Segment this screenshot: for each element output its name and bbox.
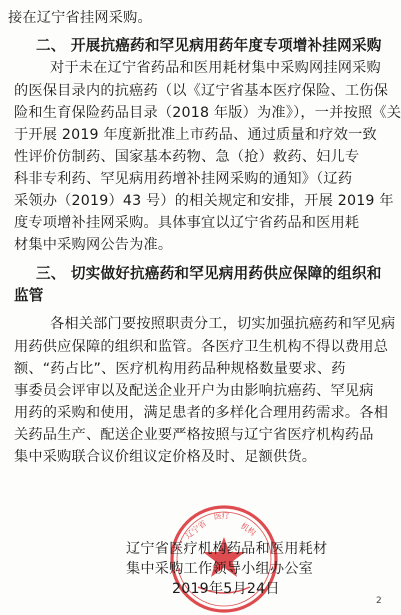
signature-org-line1: 辽宁省医疗机构药品和医用耗材: [126, 541, 328, 557]
body-text-line: 材集中采购网公告为准。: [14, 237, 173, 253]
svg-text:医疗: 医疗: [213, 510, 231, 521]
page-number: 2: [376, 596, 382, 606]
body-text-line: 集中采购联合议价组议定价格及时、足额供货。: [14, 449, 317, 465]
signature-date: 2019年5月24日: [172, 581, 280, 597]
body-text-line: 关药品生产、配送企业要严格按照与辽宁省医疗机构药品: [14, 427, 374, 443]
section-heading-line: 三、 切实做好抗癌药和罕见病用药供应保障的组织和: [36, 265, 382, 282]
body-text-line: 采领办（2019）43 号）的相关规定和安排，开展 2019 年: [14, 193, 394, 209]
body-text-line: 用药供应保障的组织和监管。各医疗卫生机构不得以费用总: [14, 339, 389, 355]
body-text-line: 接在辽宁省挂网采购。: [8, 10, 152, 26]
body-text-line: 各相关部门要按照职责分工，切实加强抗癌药和罕见病: [50, 316, 396, 332]
signature-org-line2: 集中采购工作领导小组办公室: [126, 561, 314, 577]
body-text-line: 科非专利药、罕见病用药增补挂网采购的通知》（辽药: [14, 171, 353, 187]
body-text-line: 性评价仿制药、国家基本药物、急（抢）救药、妇儿专: [14, 149, 360, 165]
body-text-line: 险和生育保险药品目录（2018 年版）为准》），一并按照《关: [14, 105, 401, 121]
body-text-line: 额、“药占比”、医疗机构用药品种规格数量要求、药: [14, 361, 346, 377]
body-text-line: 于开展 2019 年度新批准上市药品、通过质量和疗效一致: [14, 127, 377, 143]
body-text-line: 度专项增补挂网采购。具体事宜以辽宁省药品和医用耗: [14, 215, 360, 231]
svg-text:辽宁省: 辽宁省: [183, 518, 209, 541]
body-text-line: 的医保目录内的抗癌药（以《辽宁省基本医疗保险、工伤保: [14, 83, 389, 99]
section-heading-line: 二、 开展抗癌药和罕见病用药年度专项增补挂网采购: [36, 37, 382, 54]
body-text-line: 用药的采购和使用，满足患者的多样化合理用药需求。各相: [14, 405, 389, 421]
section-heading-line: 监管: [14, 287, 44, 304]
body-text-line: 对于未在辽宁省药品和医用耗材集中采购网挂网采购: [50, 60, 381, 76]
svg-text:机构: 机构: [238, 521, 258, 538]
body-text-line: 事委员会评审以及配送企业开户为由影响抗癌药、罕见病: [14, 383, 374, 399]
